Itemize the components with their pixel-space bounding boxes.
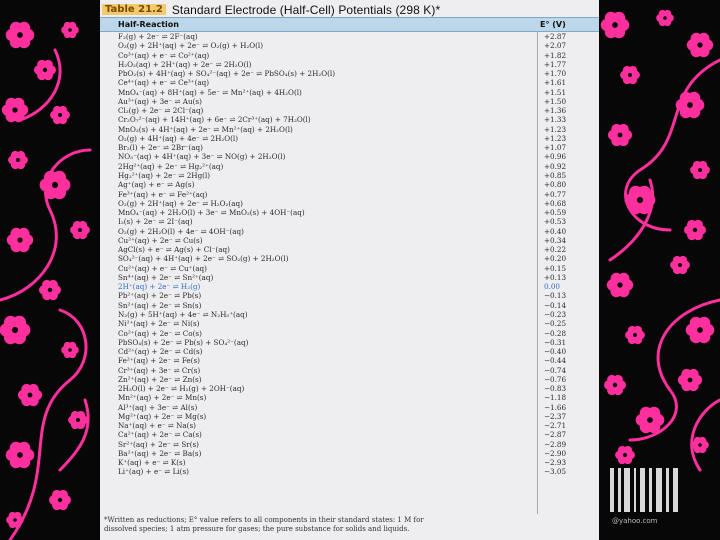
half-reaction-cell: N₂(g) + 5H⁺(aq) + 4e⁻ ⇌ N₂H₅⁺(aq) — [118, 309, 248, 319]
half-reaction-cell: Fe²⁺(aq) + 2e⁻ ⇌ Fe(s) — [118, 356, 200, 366]
half-reaction-cell: PbSO₄(s) + 2e⁻ ⇌ Pb(s) + SO₄²⁻(aq) — [118, 337, 249, 347]
flower-icon — [6, 22, 35, 48]
flower-icon — [604, 375, 626, 395]
table-row — [100, 41, 599, 50]
footnote-line: dissolved species; 1 atm pressure for gases; the pure substance for solids and liquids. — [104, 525, 410, 533]
table-row — [100, 467, 599, 476]
table-row — [100, 162, 599, 171]
half-reaction-cell: Co²⁺(aq) + 2e⁻ ⇌ Co(s) — [118, 328, 202, 338]
potentials-table-body — [100, 32, 599, 477]
half-reaction-cell: H₂O₂(aq) + 2H⁺(aq) + 2e⁻ ⇌ 2H₂O(l) — [118, 59, 252, 69]
flower-icon — [615, 446, 635, 464]
table-row — [100, 282, 599, 291]
flower-icon — [8, 151, 28, 169]
potential-cell: −2.89 — [544, 439, 567, 449]
potential-cell: −0.44 — [544, 356, 567, 366]
potential-cell: +1.77 — [544, 59, 567, 69]
table-row — [100, 97, 599, 106]
table-row — [100, 125, 599, 134]
flower-icon — [601, 12, 630, 38]
vine-swirl — [60, 400, 88, 470]
table-row — [100, 190, 599, 199]
table-row — [100, 384, 599, 393]
flower-icon — [61, 342, 79, 358]
table-row — [100, 412, 599, 421]
flower-icon — [6, 512, 24, 528]
table-row — [100, 134, 599, 143]
flower-icon — [61, 22, 79, 38]
potential-cell: +2.87 — [544, 32, 567, 41]
flower-icon — [691, 437, 709, 453]
half-reaction-cell: Li⁺(aq) + e⁻ ⇌ Li(s) — [118, 467, 189, 477]
potential-cell: −2.93 — [544, 458, 567, 468]
half-reaction-cell: O₂(g) + 4H⁺(aq) + 4e⁻ ⇌ 2H₂O(l) — [118, 133, 239, 143]
potential-cell: −2.90 — [544, 448, 567, 458]
half-reaction-cell: Ni²⁺(aq) + 2e⁻ ⇌ Ni(s) — [118, 319, 200, 329]
flower-icon — [656, 10, 674, 26]
half-reaction-cell: Cu²⁺(aq) + 2e⁻ ⇌ Cu(s) — [118, 235, 203, 245]
footnote-line: *Written as reductions; E° value refers to all components in their standard states: 1 M for — [104, 516, 424, 524]
flower-icon — [607, 273, 633, 297]
flower-icon — [608, 124, 632, 146]
half-reaction-cell: Sn⁴⁺(aq) + 2e⁻ ⇌ Sn²⁺(aq) — [118, 272, 214, 282]
potential-cell: +0.80 — [544, 180, 567, 190]
potential-cell: +0.53 — [544, 217, 567, 227]
potential-cell: +1.61 — [544, 78, 567, 88]
potential-cell: +1.23 — [544, 124, 567, 134]
flower-icon — [49, 490, 71, 510]
flower-icon — [7, 228, 33, 252]
header-half-reaction: Half-Reaction — [118, 20, 179, 29]
flower-icon — [690, 161, 710, 179]
vine-swirl — [692, 400, 720, 470]
flower-icon — [687, 33, 713, 57]
half-reaction-cell: NO₃⁻(aq) + 4H⁺(aq) + 3e⁻ ⇌ NO(g) + 2H₂O(l) — [118, 152, 286, 162]
flower-icon — [620, 66, 640, 84]
half-reaction-cell: Ba²⁺(aq) + 2e⁻ ⇌ Ba(s) — [118, 448, 202, 458]
potential-cell: −1.18 — [544, 393, 567, 403]
half-reaction-cell: Ca²⁺(aq) + 2e⁻ ⇌ Ca(s) — [118, 430, 202, 440]
table-row — [100, 347, 599, 356]
potential-cell: +0.59 — [544, 208, 567, 218]
half-reaction-cell: Co³⁺(aq) + e⁻ ⇌ Co²⁺(aq) — [118, 50, 210, 60]
table-row — [100, 227, 599, 236]
table-row — [100, 403, 599, 412]
table-row — [100, 449, 599, 458]
half-reaction-cell: Al³⁺(aq) + 3e⁻ ⇌ Al(s) — [118, 402, 198, 412]
flower-icon — [684, 220, 706, 240]
table-row — [100, 152, 599, 161]
potential-cell: −1.66 — [544, 402, 567, 412]
half-reaction-cell: PbO₂(s) + 4H⁺(aq) + SO₄²⁻(aq) + 2e⁻ ⇌ PbSO₄(s) + 2H₂O(l) — [118, 69, 336, 79]
table-row — [100, 208, 599, 217]
potential-cell: +0.92 — [544, 161, 567, 171]
table-row — [100, 51, 599, 60]
half-reaction-cell: Ag⁺(aq) + e⁻ ⇌ Ag(s) — [118, 180, 195, 190]
half-reaction-cell: Cr₂O₇²⁻(aq) + 14H⁺(aq) + 6e⁻ ⇌ 2Cr³⁺(aq) + 7H₂O(l) — [118, 115, 311, 125]
half-reaction-cell: Mg²⁺(aq) + 2e⁻ ⇌ Mg(s) — [118, 411, 207, 421]
table-row — [100, 171, 599, 180]
table-number-badge: Table 21.2 — [102, 4, 166, 15]
table-row — [100, 356, 599, 365]
potential-cell: +1.33 — [544, 115, 567, 125]
table-row — [100, 430, 599, 439]
table-row — [100, 421, 599, 430]
potential-cell: −0.14 — [544, 300, 567, 310]
potential-cell: +0.20 — [544, 254, 567, 264]
table-row — [100, 143, 599, 152]
potential-cell: +0.34 — [544, 235, 567, 245]
half-reaction-cell: K⁺(aq) + e⁻ ⇌ K(s) — [118, 458, 186, 468]
potential-cell: −0.25 — [544, 319, 567, 329]
table-row — [100, 88, 599, 97]
potential-cell: +0.13 — [544, 272, 567, 282]
half-reaction-cell: Au³⁺(aq) + 3e⁻ ⇌ Au(s) — [118, 96, 202, 106]
flower-icon — [6, 442, 35, 468]
table-row — [100, 458, 599, 467]
potential-cell: +0.22 — [544, 245, 567, 255]
flower-icon — [50, 106, 70, 124]
potential-cell: −0.13 — [544, 291, 567, 301]
table-row — [100, 393, 599, 402]
half-reaction-cell: Sn²⁺(aq) + 2e⁻ ⇌ Sn(s) — [118, 300, 202, 310]
half-reaction-cell: MnO₂(s) + 4H⁺(aq) + 2e⁻ ⇌ Mn²⁺(aq) + 2H₂O(l) — [118, 124, 293, 134]
half-reaction-cell: Pb²⁺(aq) + 2e⁻ ⇌ Pb(s) — [118, 291, 202, 301]
half-reaction-cell: Cu²⁺(aq) + e⁻ ⇌ Cu⁺(aq) — [118, 263, 207, 273]
potential-cell: +1.50 — [544, 96, 567, 106]
table-row — [100, 32, 599, 41]
potential-cell: −0.28 — [544, 328, 567, 338]
half-reaction-cell: Mn²⁺(aq) + 2e⁻ ⇌ Mn(s) — [118, 393, 207, 403]
table-row — [100, 106, 599, 115]
half-reaction-cell: MnO₄⁻(aq) + 8H⁺(aq) + 5e⁻ ⇌ Mn²⁺(aq) + 4H₂O(l) — [118, 87, 302, 97]
table-row — [100, 78, 599, 87]
table-row — [100, 301, 599, 310]
table-row — [100, 199, 599, 208]
table-row — [100, 329, 599, 338]
table-row — [100, 291, 599, 300]
table-row — [100, 366, 599, 375]
flower-icon — [39, 280, 61, 300]
potential-cell: +1.51 — [544, 87, 567, 97]
flower-icon — [625, 326, 645, 344]
half-reaction-cell: Br₂(l) + 2e⁻ ⇌ 2Br⁻(aq) — [118, 143, 203, 153]
potential-cell: 0.00 — [544, 282, 561, 292]
table-row — [100, 254, 599, 263]
table-row — [100, 236, 599, 245]
flower-icon — [670, 256, 690, 274]
potential-cell: +1.36 — [544, 106, 567, 116]
potential-cell: +0.96 — [544, 152, 567, 162]
header-potential: E° (V) — [540, 20, 566, 29]
flower-icon — [0, 316, 30, 344]
half-reaction-cell: Cr³⁺(aq) + 3e⁻ ⇌ Cr(s) — [118, 365, 201, 375]
half-reaction-cell: Cd²⁺(aq) + 2e⁻ ⇌ Cd(s) — [118, 347, 203, 357]
potential-cell: −2.87 — [544, 430, 567, 440]
potential-cell: +1.70 — [544, 69, 567, 79]
table-row — [100, 245, 599, 254]
potential-cell: +0.68 — [544, 198, 567, 208]
table-row — [100, 310, 599, 319]
table-row — [100, 440, 599, 449]
half-reaction-cell: 2Hg²⁺(aq) + 2e⁻ ⇌ Hg₂²⁺(aq) — [118, 161, 224, 171]
potential-cell: +1.07 — [544, 143, 567, 153]
table-row — [100, 338, 599, 347]
table-header — [100, 17, 599, 32]
potential-cell: −0.40 — [544, 347, 567, 357]
half-reaction-cell: AgCl(s) + e⁻ ⇌ Ag(s) + Cl⁻(aq) — [118, 245, 230, 255]
table-footnote — [104, 516, 594, 534]
half-reaction-cell: Zn²⁺(aq) + 2e⁻ ⇌ Zn(s) — [118, 374, 202, 384]
potential-cell: −0.23 — [544, 309, 567, 319]
half-reaction-cell: SO₄²⁻(aq) + 4H⁺(aq) + 2e⁻ ⇌ SO₂(g) + 2H₂O(l) — [118, 254, 289, 264]
half-reaction-cell: MnO₄⁻(aq) + 2H₂O(l) + 3e⁻ ⇌ MnO₂(s) + 4OH⁻(aq) — [118, 208, 305, 218]
half-reaction-cell: 2H₂O(l) + 2e⁻ ⇌ H₂(g) + 2OH⁻(aq) — [118, 384, 245, 394]
flower-icon — [68, 411, 88, 429]
potential-cell: +0.77 — [544, 189, 567, 199]
half-reaction-cell: F₂(g) + 2e⁻ ⇌ 2F⁻(aq) — [118, 32, 198, 41]
half-reaction-cell: I₂(s) + 2e⁻ ⇌ 2I⁻(aq) — [118, 217, 193, 227]
half-reaction-cell: Ce⁴⁺(aq) + e⁻ ⇌ Ce³⁺(aq) — [118, 78, 210, 88]
flower-icon — [70, 221, 90, 239]
table-row — [100, 115, 599, 124]
potential-cell: −2.71 — [544, 421, 567, 431]
half-reaction-cell: Hg₂²⁺(aq) + 2e⁻ ⇌ 2Hg(l) — [118, 170, 211, 180]
potential-cell: −0.76 — [544, 374, 567, 384]
flower-icon — [34, 60, 56, 80]
potential-cell: −0.31 — [544, 337, 567, 347]
table-row — [100, 264, 599, 273]
table-row — [100, 273, 599, 282]
table-row — [100, 60, 599, 69]
watermark-text: @yahoo.com — [612, 517, 658, 525]
half-reaction-cell: Na⁺(aq) + e⁻ ⇌ Na(s) — [118, 421, 196, 431]
potential-cell: −0.74 — [544, 365, 567, 375]
flower-icon — [678, 369, 702, 391]
potential-cell: +2.07 — [544, 41, 567, 51]
potential-cell: −0.83 — [544, 384, 567, 394]
table-row — [100, 319, 599, 328]
half-reaction-cell: O₃(g) + 2H⁺(aq) + 2e⁻ ⇌ O₂(g) + H₂O(l) — [118, 41, 264, 51]
table-title: Standard Electrode (Half-Cell) Potentials (298 K)* — [171, 2, 441, 17]
half-reaction-cell: Fe³⁺(aq) + e⁻ ⇌ Fe²⁺(aq) — [118, 189, 208, 199]
potential-cell: +1.23 — [544, 133, 567, 143]
potential-cell: −3.05 — [544, 467, 567, 477]
table-title-bar — [100, 2, 599, 17]
flower-icon — [18, 384, 42, 406]
potential-cell: +1.82 — [544, 50, 567, 60]
table-row — [100, 375, 599, 384]
potential-cell: +0.40 — [544, 226, 567, 236]
potential-cell: +0.85 — [544, 170, 567, 180]
half-reaction-cell: Cl₂(g) + 2e⁻ ⇌ 2Cl⁻(aq) — [118, 106, 204, 116]
half-reaction-cell: O₂(g) + 2H₂O(l) + 4e⁻ ⇌ 4OH⁻(aq) — [118, 226, 244, 236]
potential-cell: +0.15 — [544, 263, 567, 273]
potential-cell: −2.37 — [544, 411, 567, 421]
half-reaction-cell: O₂(g) + 2H⁺(aq) + 2e⁻ ⇌ H₂O₂(aq) — [118, 198, 243, 208]
half-reaction-cell: Sr²⁺(aq) + 2e⁻ ⇌ Sr(s) — [118, 439, 199, 449]
flower-icon — [676, 92, 705, 118]
flower-icon — [686, 317, 715, 343]
half-reaction-cell: 2H⁺(aq) + 2e⁻ ⇌ H₂(g) — [118, 282, 201, 292]
textbook-page — [100, 0, 599, 540]
table-row — [100, 69, 599, 78]
flower-icon — [636, 407, 665, 433]
table-row — [100, 217, 599, 226]
table-row — [100, 180, 599, 189]
